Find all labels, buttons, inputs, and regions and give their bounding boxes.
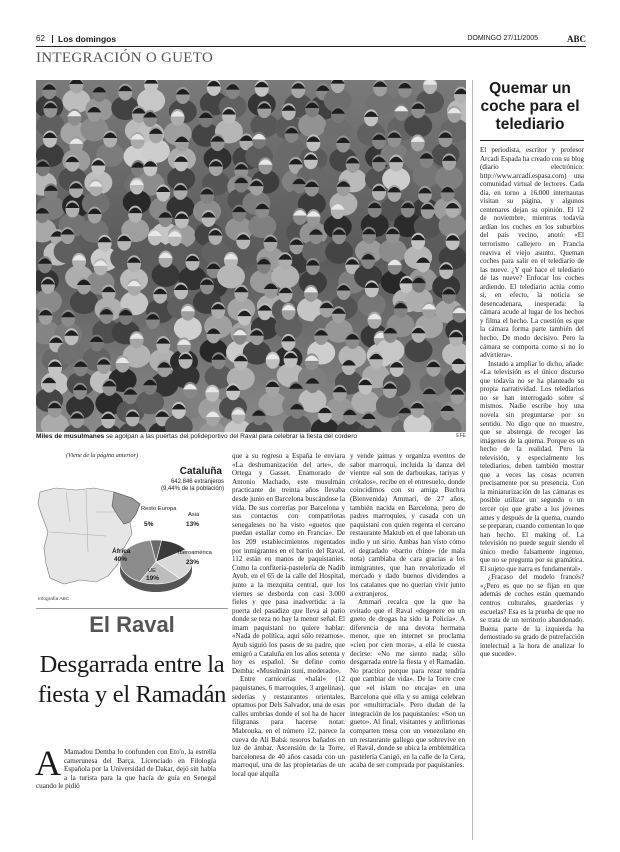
photo-credit: EFE	[456, 433, 466, 439]
pie-label-africa: África	[112, 548, 131, 555]
header-divider	[52, 35, 53, 43]
article-paragraph: que a su regreso a España le enviara «La deshumanización del arte», de Ortega y Gasset. Enamorado de Antonio Machado, este musulmán practicante de treinta años llevaba desde junio en Barcelona buscándose la vida. De sus correrías por Barcelona y sus contactos con compatriotas senegaleses no ha visto «guetos que puedan estallar como en Francia». De los 209 establecimientos regentados por inmigrantes en el barrio del Raval, 112 están en manos de paquistaníes. Como la confitería-pastelería de Nadib Ayub, en el 65 de la calle del Hospital, junto a la mezquita central, que los viernes se desborda con casi 3.000 fieles y que pasa inadvertida: a la puerta del pasadizo que lleva al patio donde se reza no hay la menor señal. El imam paquistaní no quiere hablar: «Nada de política, aquí sólo rezamos». Ayub siguió los pasos de su padre, que emigró a Cataluña en los años setenta y hoy es español. Se define como Demba: «Musulmán suni, moderado».	[232, 452, 345, 675]
article-intro	[35, 743, 216, 791]
map-infographic	[36, 452, 228, 606]
foreigner-share: (9,44% de la población)	[160, 486, 224, 492]
pie-value-iberoamerica: 23%	[186, 559, 200, 566]
photo-caption	[36, 433, 466, 440]
infographic-credit: Infografía ABC	[38, 597, 70, 602]
section-name: Los domingos	[58, 34, 117, 44]
dropcap: A	[35, 743, 61, 783]
sidebar-rule	[480, 140, 584, 141]
pie-label-asia: Asia	[188, 512, 200, 518]
pie-label-resto-europa: Resto Europa	[141, 506, 177, 512]
headline: Desgarrada entre la fiesta y el Ramadán	[37, 651, 227, 708]
crowd-photo	[36, 80, 466, 432]
section-title: INTEGRACIÓN O GUETO	[36, 50, 214, 66]
sidebar-divider	[472, 80, 473, 840]
sidebar-paragraph: Instado a ampliar lo dicho, añade: «La televisión es el único discurso que todavía no se ha planteado su propia narratividad. Los telediarios no se han interrogado sobre sí mismos. Nadie escribe hoy una novela sin preguntarse por su sentido. No digo que no muestre, que se abstenga de recoger las imágenes de la quema. Porque es un hecho de la realidad. Pero la televisión, y especialmente los telediarios, deben también mostrar que a veces las cosas ocurren precisamente por su presencia. Con la miniaturización de las cámaras es posible utilizar un segundo o un tercer ojo que grabe a los jóvenes antes y después de la quema, cuando se preparan, cuando comentan lo que han hecho. El making of. La televisión no puede seguir siendo el único medio falsamente ingenuo, que no se pregunta por su gramática. El sujeto que narra es fundamental».	[480, 359, 584, 573]
newspaper-logo: ABC	[566, 34, 586, 44]
continued-note: (Viene de la página anterior)	[66, 452, 139, 459]
page-header	[36, 34, 586, 46]
sidebar-title: Quemar un coche para el telediario	[480, 80, 580, 133]
pie-value-ue: 19%	[146, 575, 160, 582]
crowd-photo-image	[36, 80, 466, 432]
pie-label-ue: UE	[148, 568, 157, 574]
issue-date: DOMINGO 27/11/2005	[467, 35, 538, 42]
article-column-2	[232, 452, 345, 779]
article-paragraph: y vende jaimas y organiza eventos de sabor marroquí, incluida la danza del vientre «al son de darboukas, tariyas y crótalos», recibe en el entresuelo, donde coincidimos con su amiga Buchra (Bienvenida) Ammari, de 27 años, también nacida en Barcelona, pero de padres marroquíes, y casada con un paquistaní con quien regenta el cercano restaurante Maktub en el que laboran un indio y un sirio. Ambas han visto cómo el degradado «barrio chino» (de mala nota) cambiaba de cara gracias a los inmigrantes, que han revalorizado el mercado y dado buenos dividendos a los catalanes que no querían vivir junto a extranjeros.	[350, 452, 465, 598]
pie-value-resto-europa: 5%	[144, 521, 154, 528]
pie-value-asia: 13%	[186, 521, 200, 528]
kicker: El Raval	[89, 612, 175, 637]
pie-label-iberoamerica: Iberoamérica	[178, 550, 212, 556]
region-name: Cataluña	[179, 466, 222, 477]
foreigner-total: 642.846 extranjeros	[170, 479, 224, 485]
sidebar-body	[480, 146, 584, 659]
header-rule	[36, 46, 586, 47]
caption-bold: Miles de musulmanes	[36, 433, 105, 440]
article-paragraph: Ammari recalca que la que ha evitado que el Raval «degenere en un gueto de drogas ha sido la Policía». A diferencia de una devota hermana menor, que en internet se proclama «cien por cien mora», a ella le cuesta decirse: «No me siento nada; sólo desgarrada entre la fiesta y el Ramadán. No practico porque para rezar tendría que cambiar de vida». De la Torre cree que «el islam no encaja» en una Barcelona que ella y su amiga celebran por «multirracial». Pero dudan de la integración de los paquistaníes: «Son un gueto». Al final, visitantes y anfitrionas comparten mesa con un venezolano en un restaurante gallego que sobrevive en el Raval, donde se ubica la emblemática pastelería Canigó, en la calle de la Cera, acaba de ser comprada por paquistaníes.	[350, 598, 465, 770]
article-paragraph: Entre carnicerías «halal» (12 paquistanes, 6 marroquíes, 3 argelinas), sederías y restaurantes orientales, optamos por Dels Salvador, una de esas calles umbrías donde el sol ha de hacer filigranas para hacerse notar. Mabrouka, en el número 12, parece la cueva de Alí Babá: tesoros bañados en luz de ámbar. Ascensión de la Torre, barcelonesa de 40 años casada con un marroquí, una de las propietarias de un local que alquila	[232, 675, 345, 778]
intro-text: Mamadou Demba lo confunden con Eto'o, la estrella camerunesa del Barça. Licenciado en Filología Española por la Universidad de Dakar, dejó sin habla a la turista para la que hacía de guía en Senegal cuando le pidió	[36, 748, 216, 791]
kicker-rule	[36, 608, 228, 609]
caption-text: se agolpan a las puertas del polideportivo del Raval para celebrar la fiesta del cordero	[104, 433, 358, 440]
article-column-3	[350, 452, 465, 770]
pie-value-africa: 40%	[114, 556, 128, 563]
page-number: 62	[36, 34, 45, 43]
sidebar-paragraph: ¿Fracaso del modelo francés? «¿Pero es que no se fijan en que además de coches están quemando centros culturales, guarderías y escuelas? Esa es la prueba de que no se trata de un territorio abandonado. Buena parte de la izquierda ha demostrado su grado de putrefacción intelectual a la hora de analizar lo que sucede».	[480, 573, 584, 659]
sidebar-paragraph: El periodista, escritor y profesor Arcadi Espada ha creado con su blog (diario electrónico: http://www.arcadi.espasa.com) una comunidad virtual de lectores. Cada día, en torno a 16.000 internautas visitan su página, y algunos centenares dejan su opinión. El 12 de noviembre, mientras todavía ardían los coches en los suburbios del país vecino, anotó: «El terrorismo callejero en Francia reaviva el viejo asunto. Queman coches para salir en el telediario de las nueve. ¿Y qué hace el telediario de las nueve? Enfocar los coches ardiendo. El telediario actúa como si, en efecto, la noticia se desencadenara, inesperada: la cámara acude al lugar de los hechos y filma el hecho. La cuestión es que la cámara forma parte también del hecho. De modo decisivo. Pero la cámara se comporta como si no lo advirtiera».	[480, 146, 584, 360]
